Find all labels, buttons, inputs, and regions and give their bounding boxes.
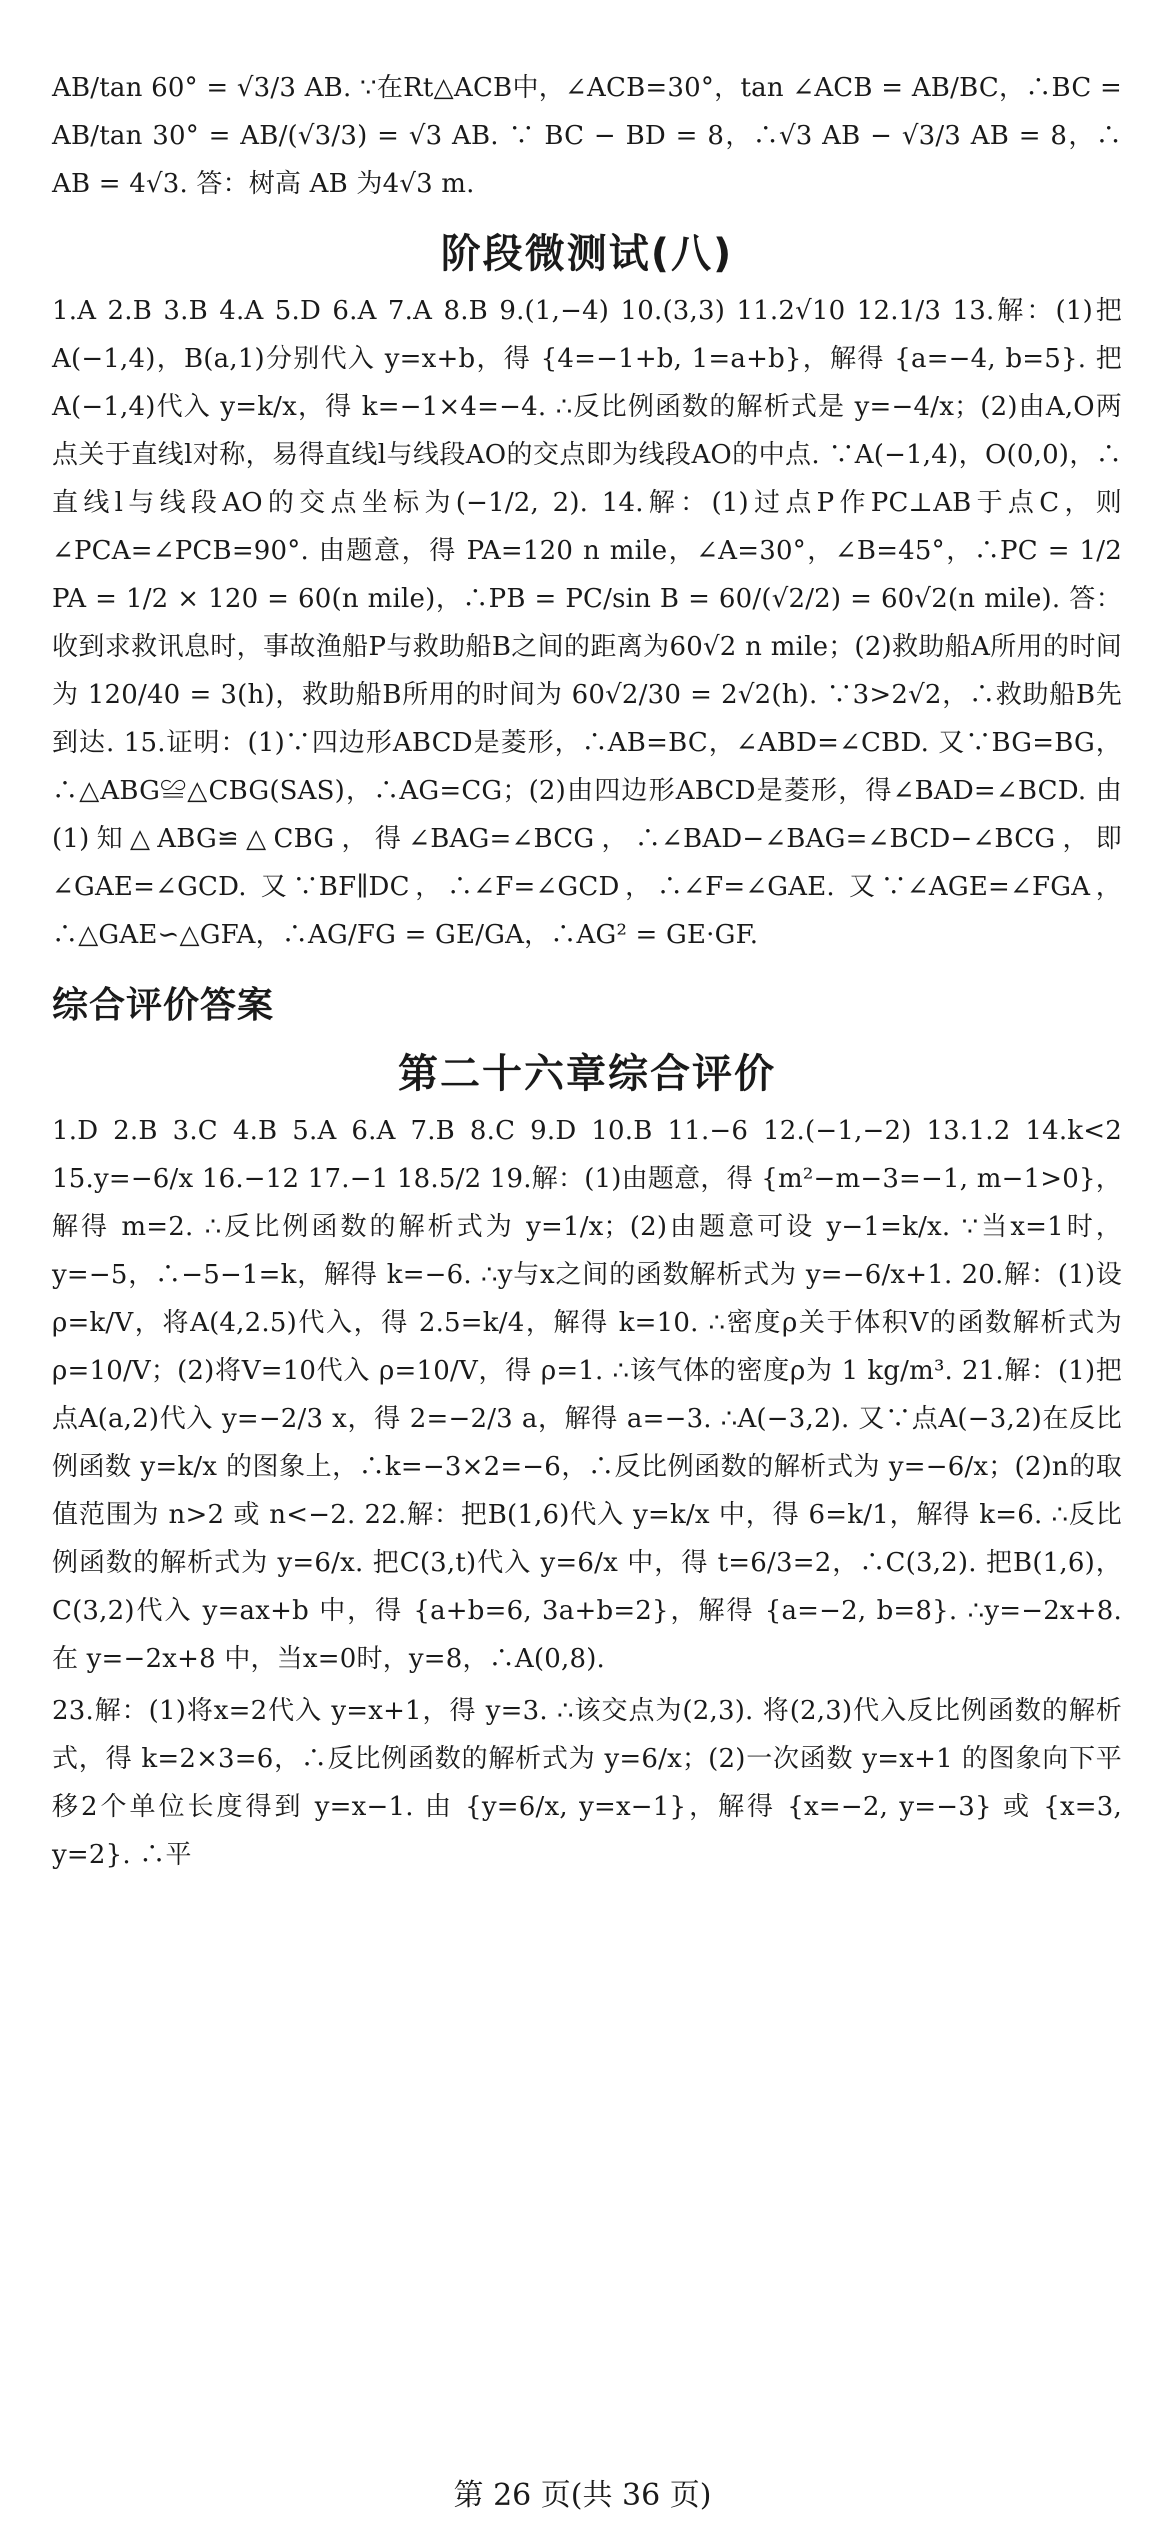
paragraph-chapter-26-answers-2: 23.解：(1)将x=2代入 y=x+1，得 y=3. ∴该交点为(2,3). 将(2,3)代入反比例函数的解析式，得 k=2×3=6，∴反比例函数的解析式为 y=6/x；(2)一次函数 y=x+1 的图象向下平移2个单位长度得到 y=x−1. 由 {y=6/x, y=x−1}，解得 {x=−2, y=−3} 或 {x=3, y=2}. ∴平 [52,1696,1122,1870]
top-answer-block [52,64,1122,208]
section-title-chapter-26: 第二十六章综合评价 [398,1051,776,1097]
category-title-comprehensive: 综合评价答案 [52,985,275,1026]
paragraph-chapter-26-answers-1: 1.D 2.B 3.C 4.B 5.A 6.A 7.B 8.C 9.D 10.B 11.−6 12.(−1,−2) 13.1.2 14.k<2 15.y=−6/x 16.−12 17.−1 18.5/2 19.解：(1)由题意，得 {m²−m−3=−1, m−1>0}，解得 m=2. ∴反比例函数的解析式为 y=1/x；(2)由题意可设 y−1=k/x. ∵当x=1时，y=−5，∴−5−1=k，解得 k=−6. ∴y与x之间的函数解析式为 y=−6/x+1. 20.解：(1)设 ρ=k/V，将A(4,2.5)代入，得 2.5=k/4，解得 k=10. ∴密度ρ关于体积V的函数解析式为 ρ=10/V；(2)将V=10代入 ρ=10/V，得 ρ=1. ∴该气体的密度ρ为 1 kg/m³. 21.解：(1)把点A(a,2)代入 y=−2/3 x，得 2=−2/3 a，解得 a=−3. ∴A(−3,2). 又∵点A(−3,2)在反比例函数 y=k/x 的图象上，∴k=−3×2=−6，∴反比例函数的解析式为 y=−6/x；(2)n的取值范围为 n>2 或 n<−2. 22.解：把B(1,6)代入 y=k/x 中，得 6=k/1，解得 k=6. ∴反比例函数的解析式为 y=6/x. 把C(3,t)代入 y=6/x 中，得 t=6/3=2，∴C(3,2). 把B(1,6)，C(3,2)代入 y=ax+b 中，得 {a+b=6, 3a+b=2}，解得 {a=−2, b=8}. ∴y=−2x+8. 在 y=−2x+8 中，当x=0时，y=8，∴A(0,8). [52,1116,1122,1674]
section-chapter-26-review [52,1042,1122,1879]
paragraph-top-1: AB/tan 60° = √3/3 AB. ∵在Rt△ACB中，∠ACB=30°，tan ∠ACB = AB/BC，∴BC = AB/tan 30° = AB/(√3/3) = √3 AB. ∵ BC − BD = 8，∴√3 AB − √3/3 AB = 8，∴ AB = 4√3. 答：树高 AB 为4√3 m. [52,73,1122,199]
answer-page [52,64,1122,1879]
section-title-stage-test: 阶段微测试(八) [440,231,734,277]
section-stage-test-8 [52,222,1122,959]
page-footer: 第 26 页(共 36 页) [453,2478,712,2513]
paragraph-stage-test-answers: 1.A 2.B 3.B 4.A 5.D 6.A 7.A 8.B 9.(1,−4) 10.(3,3) 11.2√10 12.1/3 13.解：(1)把A(−1,4)，B(a,1)分别代入 y=x+b，得 {4=−1+b, 1=a+b}，解得 {a=−4, b=5}. 把A(−1,4)代入 y=k/x，得 k=−1×4=−4. ∴反比例函数的解析式是 y=−4/x；(2)由A,O两点关于直线l对称，易得直线l与线段AO的交点即为线段AO的中点. ∵A(−1,4)，O(0,0)，∴直线l与线段AO的交点坐标为(−1/2, 2). 14.解：(1)过点P作PC⊥AB于点C，则∠PCA=∠PCB=90°. 由题意，得 PA=120 n mile，∠A=30°，∠B=45°，∴PC = 1/2 PA = 1/2 × 120 = 60(n mile)，∴PB = PC/sin B = 60/(√2/2) = 60√2(n mile). 答：收到求救讯息时，事故渔船P与救助船B之间的距离为60√2 n mile；(2)救助船A所用的时间为 120/40 = 3(h)，救助船B所用的时间为 60√2/30 = 2√2(h). ∵3>2√2，∴救助船B先到达. 15.证明：(1)∵四边形ABCD是菱形，∴AB=BC，∠ABD=∠CBD. 又∵BG=BG，∴△ABG≌△CBG(SAS)，∴AG=CG；(2)由四边形ABCD是菱形，得∠BAD=∠BCD. 由(1)知△ABG≌△CBG，得∠BAG=∠BCG，∴∠BAD−∠BAG=∠BCD−∠BCG，即∠GAE=∠GCD. 又∵BF∥DC，∴∠F=∠GCD，∴∠F=∠GAE. 又∵∠AGE=∠FGA，∴△GAE∽△GFA，∴AG/FG = GE/GA，∴AG² = GE·GF. [52,296,1122,950]
